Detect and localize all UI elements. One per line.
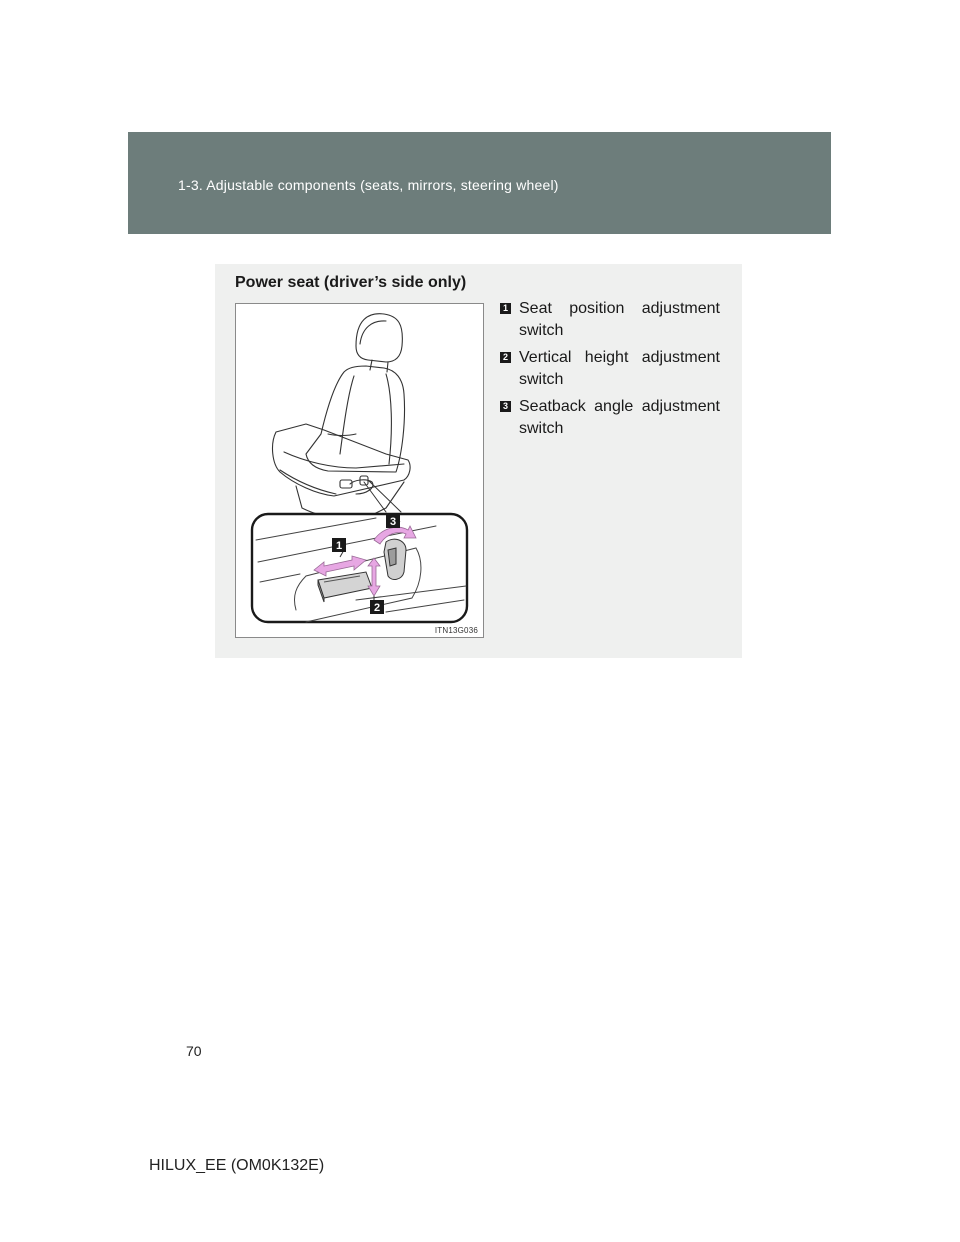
recline-knob [384,539,406,579]
legend-item-vertical-height [500,347,720,391]
legend-number-3: 3 [500,401,511,412]
legend-number-2: 2 [500,352,511,363]
callout-legend [500,298,720,445]
legend-number-1: 1 [500,303,511,314]
callout-2 [370,600,384,614]
document-code: HILUX_EE (OM0K132E) [149,1157,325,1174]
callout-1 [332,538,346,552]
power-seat-panel [215,264,742,658]
figure-code: ITN13G036 [434,626,478,635]
legend-text-seatback-angle: Seatback angle adjustment switch [519,398,720,437]
callout-1-label: 1 [335,540,343,552]
legend-text-seat-position: Seat position adjustment switch [519,300,720,339]
legend-text-vertical-height: Vertical height adjustment switch [519,349,720,388]
detail-inset [252,514,467,622]
panel-title: Power seat (driver’s side only) [235,274,467,291]
section-title: 1-3. Adjustable components (seats, mirrors, steering wheel) [178,177,559,193]
section-header-band [128,132,831,234]
legend-item-seat-position [500,298,720,342]
callout-2-label: 2 [373,602,381,614]
power-seat-illustration [235,303,484,638]
legend-item-seatback-angle [500,396,720,440]
page-number: 70 [186,1043,202,1059]
callout-3-label: 3 [389,516,397,528]
seat-drawing [236,304,483,637]
callout-3 [386,514,400,528]
